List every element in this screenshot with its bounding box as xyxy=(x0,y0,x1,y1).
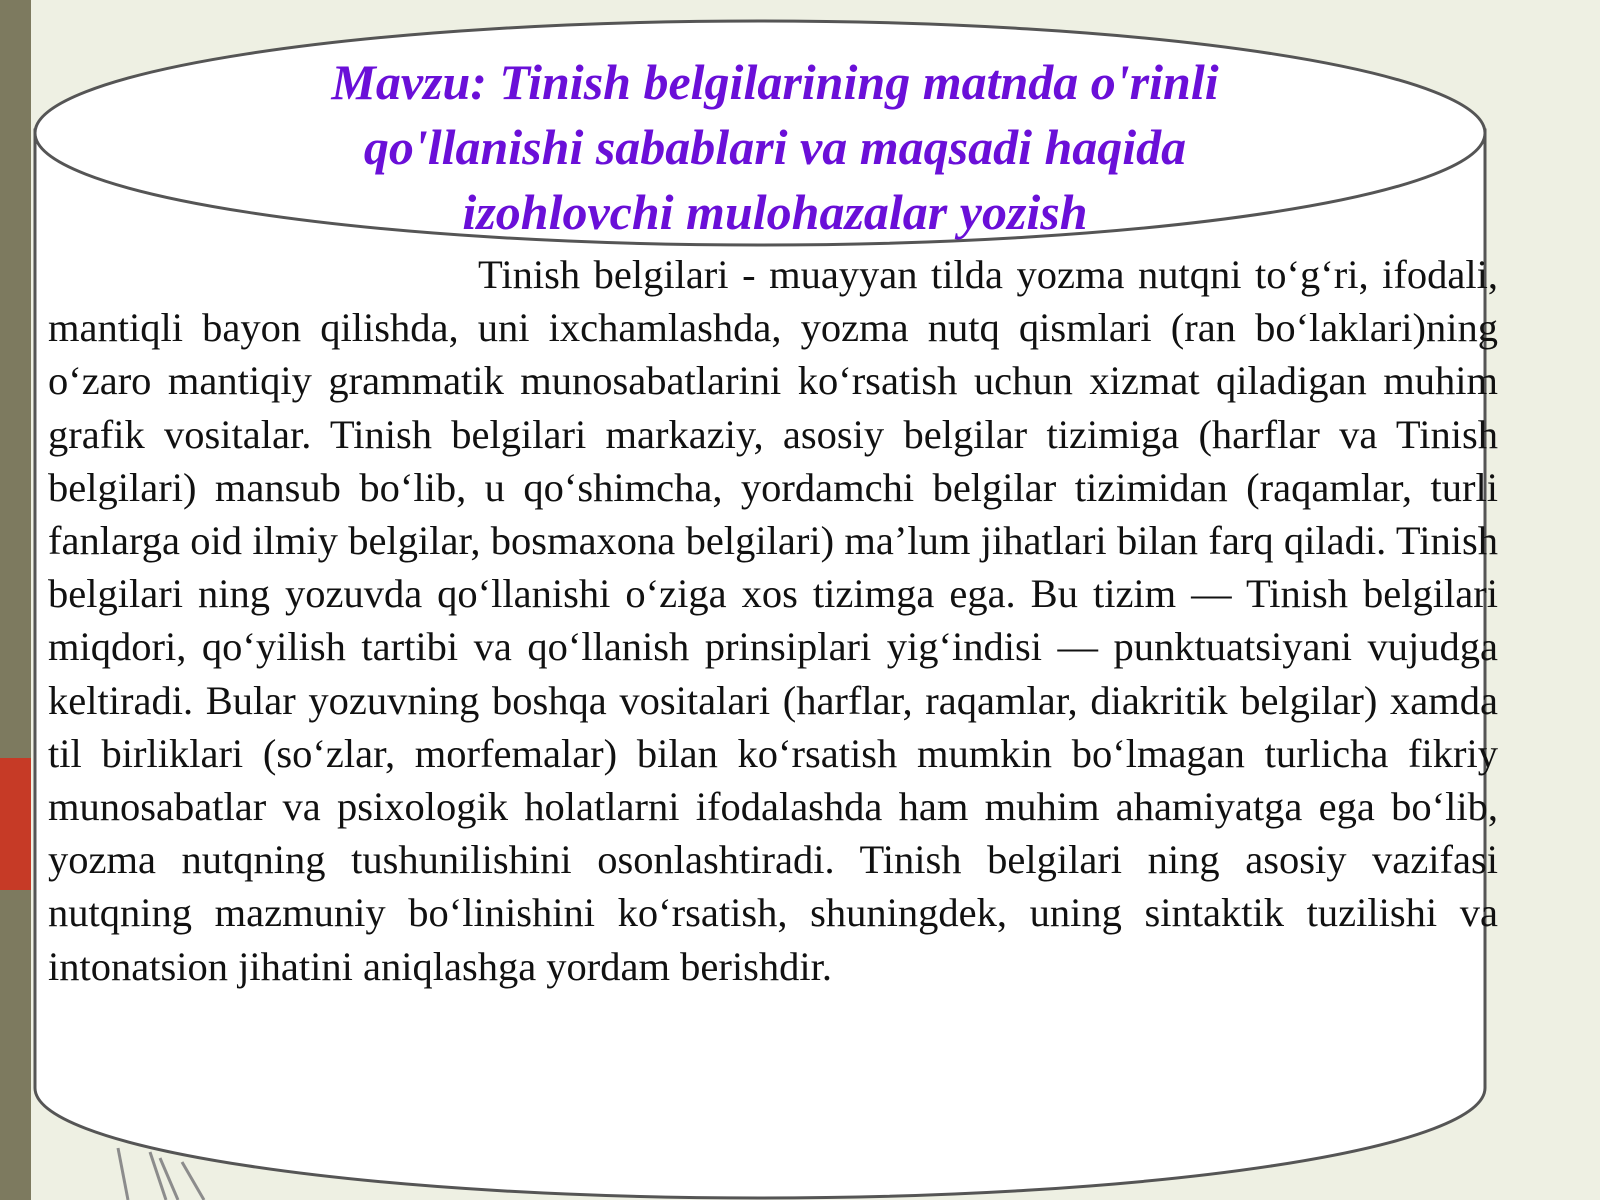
title-line-1: Mavzu: Tinish belgilarining matnda o'rinli xyxy=(331,54,1219,110)
title-line-3: izohlovchi mulohazalar yozish xyxy=(462,184,1088,240)
title-line-2: qo'llanishi sabablari va maqsadi haqida xyxy=(363,119,1187,175)
page-title xyxy=(150,50,1400,245)
body-paragraph xyxy=(48,248,1498,993)
body-paragraph-text: Tinish belgilari - muayyan tilda yozma nutqni to‘g‘ri, ifodali, mantiqli bayon qilishda, uni ixchamlashda, yozma nutq qismlari (ran bo‘laklari)ning o‘zaro mantiqiy grammatik munosabatlarini ko‘rsatish uchun xizmat qiladigan muhim grafik vositalar. Tinish belgilari markaziy, asosiy belgilar tizimiga (harflar va Tinish belgilari) mansub bo‘lib, u qo‘shimcha, yordamchi belgilar tizimidan (raqamlar, turli fanlarga oid ilmiy belgilar, bosmaxona belgilari) ma’lum jihatlari bilan farq qiladi. Tinish belgilari ning yozuvda qo‘llanishi o‘ziga xos tizimga ega. Bu tizim — Tinish belgilari miqdori, qo‘yilish tartibi va qo‘llanish prinsiplari yig‘indisi — punktuatsiyani vujudga keltiradi. Bular yozuvning boshqa vositalari (harflar, raqamlar, diakritik belgilar) xamda til birliklari (so‘zlar, morfemalar) bilan ko‘rsatish mumkin bo‘lmagan turlicha fikriy munosabatlar va psixologik holatlarni ifodalashda ham muhim ahamiyatga ega bo‘lib, yozma nutqning tushunilishini osonlashtiradi. Tinish belgilari ning asosiy vazifasi nutqning mazmuniy bo‘linishini ko‘rsatish, shuningdek, uning sintaktik tuzilishi va intonatsion jihatini aniqlashga yordam berishdir. xyxy=(48,252,1498,989)
